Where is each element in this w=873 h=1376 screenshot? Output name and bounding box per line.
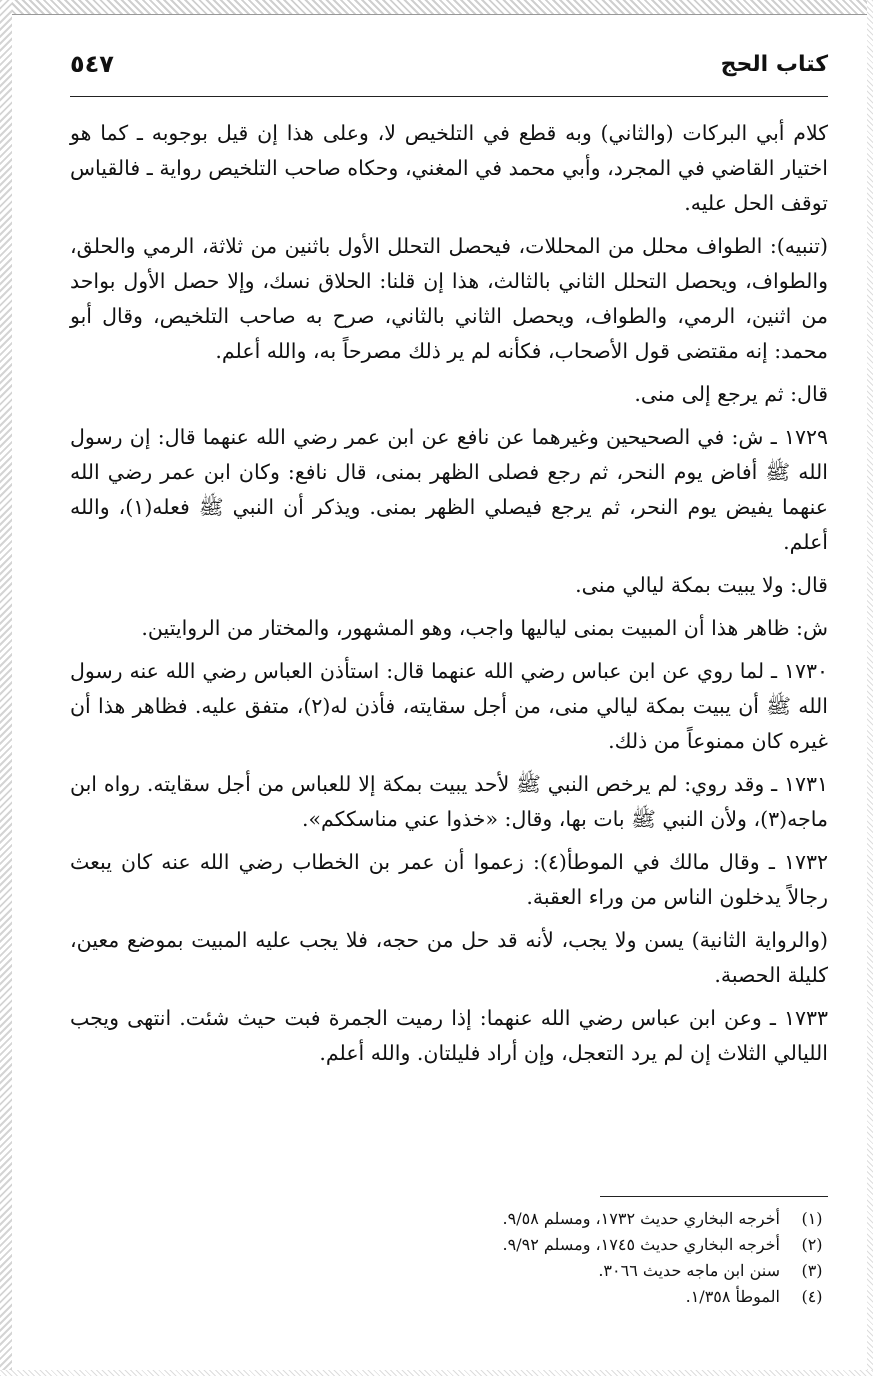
footnote — [70, 1232, 828, 1258]
footnotes — [70, 1206, 828, 1310]
paragraph: ش: ظاهر هذا أن المبيت بمنى لياليها واجب، وهو المشهور، والمختار من الروايتين. — [141, 616, 828, 640]
page-number: ٥٤٧ — [70, 50, 114, 78]
book-title: كتاب الحج — [720, 52, 828, 77]
footnote-text: سنن ابن ماجه حديث ٣٠٦٦. — [598, 1261, 780, 1280]
page-header — [70, 46, 828, 97]
paragraph: (والرواية الثانية) يسن ولا يجب، لأنه قد حل من حجه، فلا يجب عليه المبيت بموضع معين، كليلة الحصبة. — [70, 928, 828, 987]
decorative-left-border — [0, 0, 12, 1376]
paragraph: ١٧٣١ ـ وقد روي: لم يرخص النبي ﷺ لأحد يبيت بمكة إلا للعباس من أجل سقايته. رواه ابن ماجه(٣)، ولأن النبي ﷺ بات بها، وقال: «خذوا عني مناسككم». — [70, 772, 828, 831]
footnote — [70, 1206, 828, 1232]
decorative-right-border — [867, 0, 873, 1376]
decorative-top-border — [0, 0, 873, 15]
footnote-text: أخرجه البخاري حديث ١٧٤٥، ومسلم ٩/٩٢. — [502, 1235, 780, 1254]
decorative-bottom-border — [0, 1370, 873, 1376]
paragraph: قال: ولا يبيت بمكة ليالي منى. — [575, 573, 828, 597]
paragraph: ١٧٣٠ ـ لما روي عن ابن عباس رضي الله عنهما قال: استأذن العباس رضي الله عنه رسول الله ﷺ أن يبيت بمكة ليالي منى، من أجل سقايته، فأذن له(٢)، متفق عليه. فظاهر هذا أن غيره كان ممنوعاً من ذلك. — [70, 659, 829, 753]
footnote — [70, 1258, 828, 1284]
footnote-separator — [600, 1196, 828, 1197]
footnote-text: أخرجه البخاري حديث ١٧٣٢، ومسلم ٩/٥٨. — [502, 1209, 780, 1228]
footnote-number: (٤) — [801, 1287, 823, 1306]
footnote-number: (٢) — [801, 1235, 823, 1254]
paragraph: ١٧٢٩ ـ ش: في الصحيحين وغيرهما عن نافع عن ابن عمر رضي الله عنهما قال: إن رسول الله ﷺ أفاض يوم النحر، ثم رجع فصلى الظهر بمنى، قال نافع: وكان ابن عمر رضي الله عنهما يفيض يوم النحر، ثم يرجع فيصلي الظهر بمنى. ويذكر أن النبي ﷺ فعله(١)، والله أعلم. — [70, 425, 828, 554]
footnote-text: الموطأ ١/٣٥٨. — [685, 1287, 780, 1306]
footnote-number: (٣) — [801, 1261, 823, 1280]
paragraph: كلام أبي البركات (والثاني) وبه قطع في التلخيص لا، وعلى هذا إن قيل بوجوبه ـ كما هو اختيار القاضي في المجرد، وأبي محمد في المغني، وحكاه صاحب التلخيص رواية ـ فالقياس توقف الحل عليه. — [70, 121, 828, 215]
paragraph: ١٧٣٢ ـ وقال مالك في الموطأ(٤): زعموا أن عمر بن الخطاب رضي الله عنه كان يبعث رجالاً يدخلون الناس من وراء العقبة. — [70, 850, 828, 909]
footnote-number: (١) — [801, 1209, 823, 1228]
paragraph: ١٧٣٣ ـ وعن ابن عباس رضي الله عنهما: إذا رميت الجمرة فبت حيث شئت. انتهى ويجب الليالي الثلاث إن لم يرد التعجل، وإن أراد فليلتان. والله أعلم. — [70, 1006, 828, 1065]
footnote — [70, 1284, 828, 1310]
paragraph: قال: ثم يرجع إلى منى. — [634, 382, 828, 406]
paragraph: (تنبيه): الطواف محلل من المحللات، فيحصل التحلل الأول باثنين من ثلاثة، الرمي والحلق، والطواف، ويحصل التحلل الثاني بالثالث، هذا إن قلنا: الحلاق نسك، وإلا حصل الأول بواحد من اثنين، الرمي، والطواف، ويحصل الثاني بالثاني، صرح به صاحب التلخيص، وقال أبو محمد: إنه مقتضى قول الأصحاب، فكأنه لم ير ذلك مصرحاً به، والله أعلم. — [70, 234, 828, 363]
main-text — [70, 116, 828, 1079]
